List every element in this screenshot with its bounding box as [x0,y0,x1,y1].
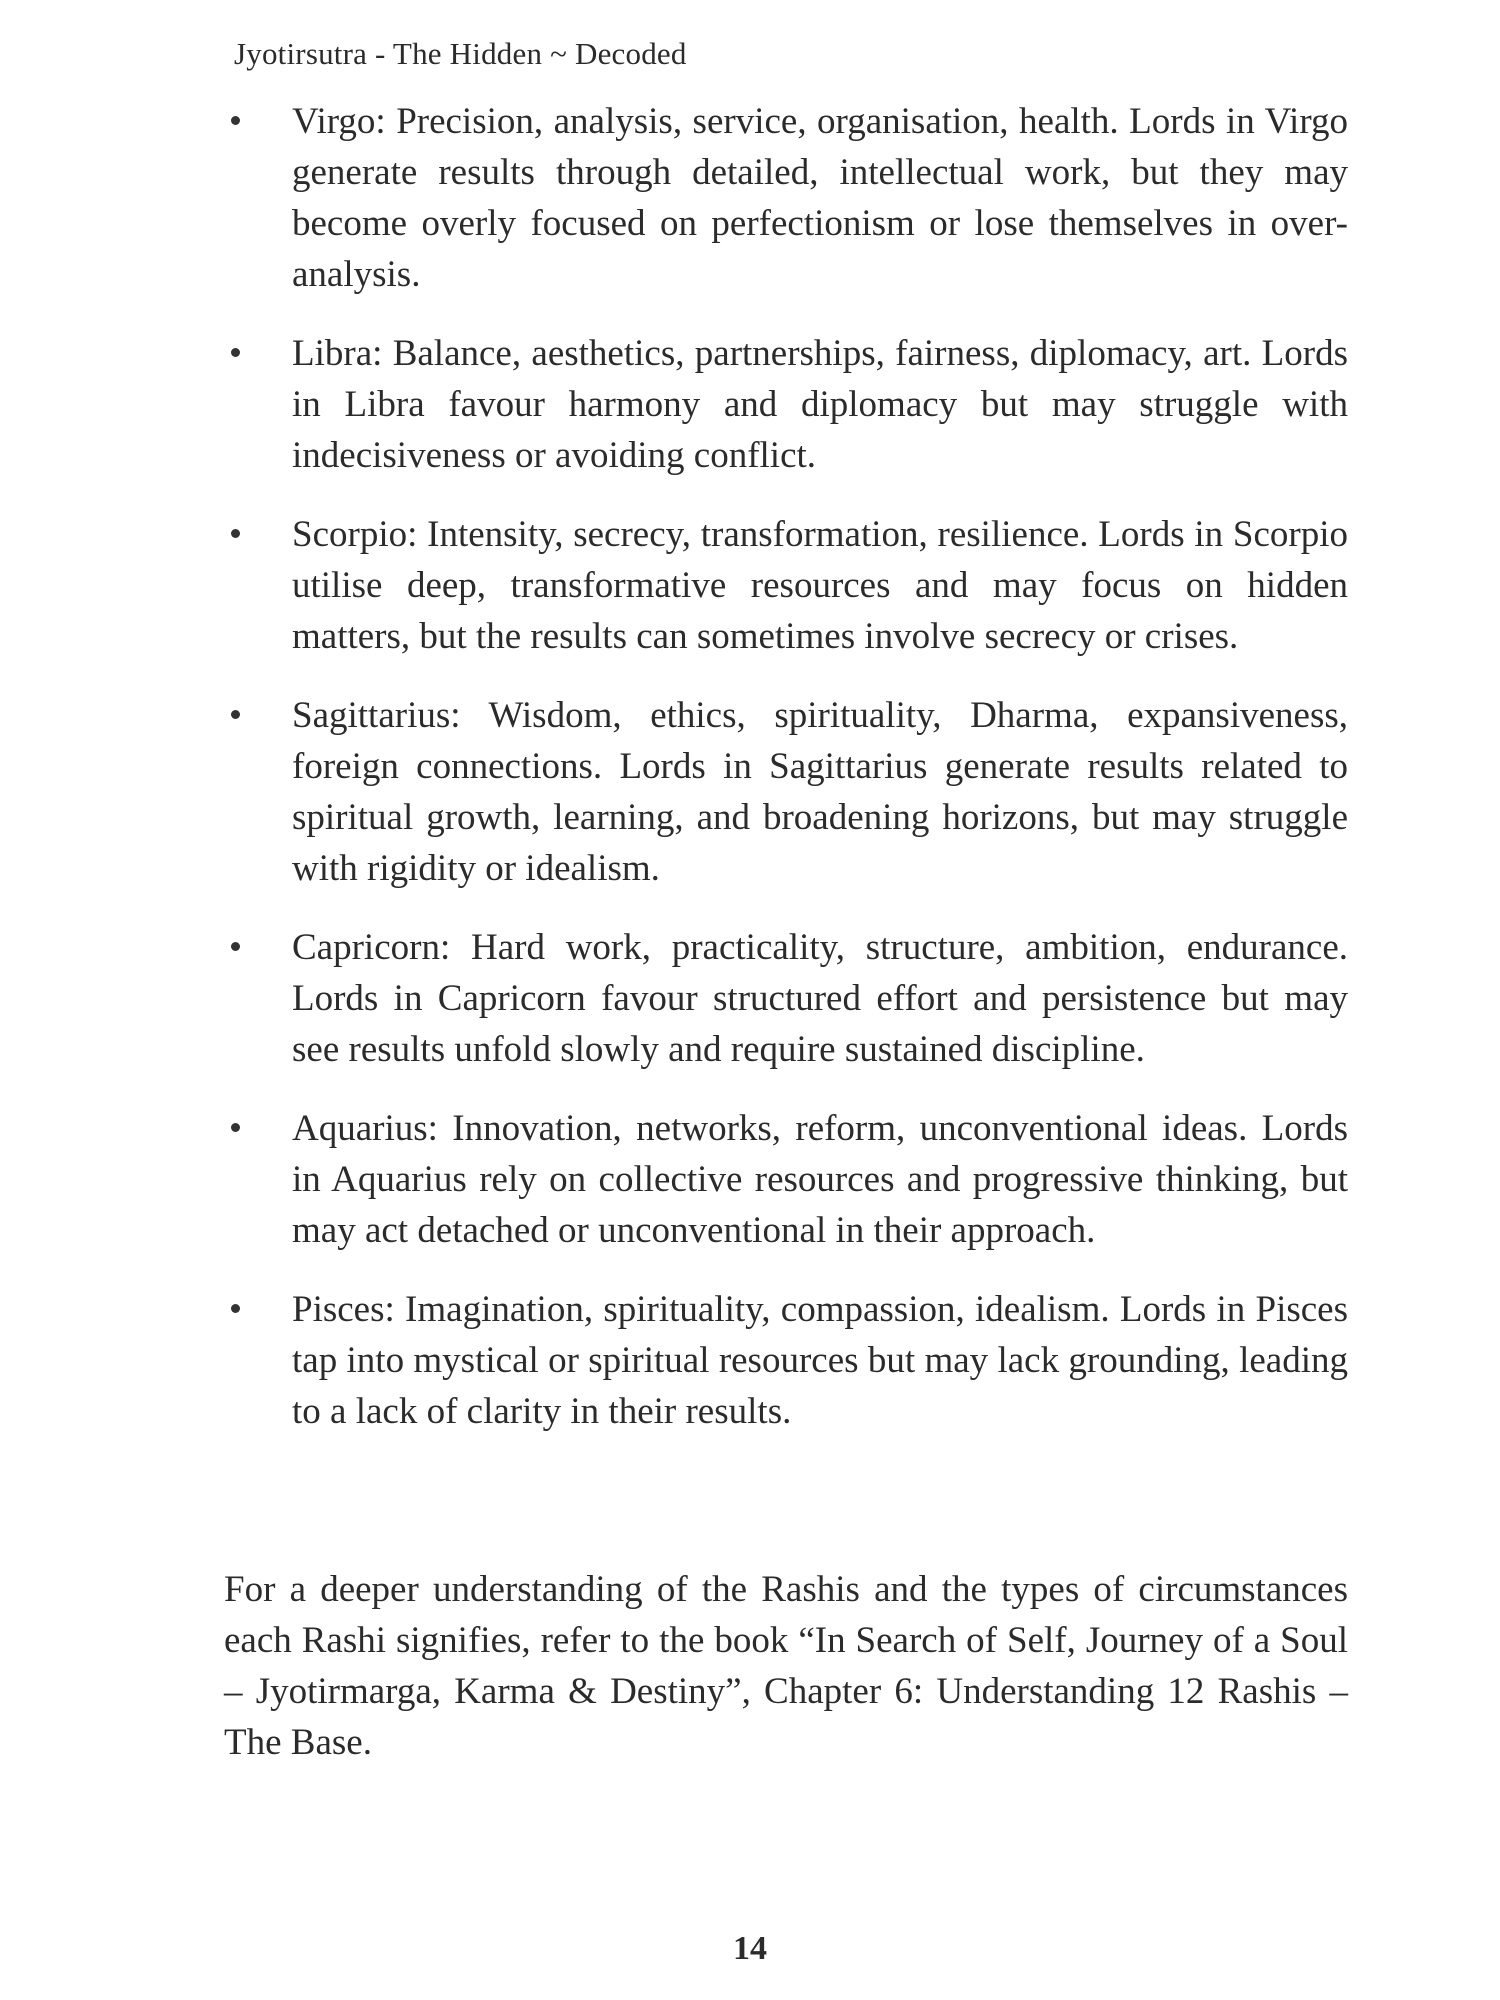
bullet-icon [231,529,240,538]
list-item-libra [0,328,1500,481]
bullet-icon [231,710,240,719]
list-item-scorpio [0,509,1500,662]
list-item-capricorn [0,922,1500,1075]
bullet-icon [231,348,240,357]
list-item-pisces [0,1284,1500,1437]
bullet-icon [231,116,240,125]
list-item-sagittarius [0,690,1500,894]
bullet-icon [231,1304,240,1313]
bullet-text: Scorpio: Intensity, secrecy, transformation, resilience. Lords in Scorpio utilise deep, transformative resources and may focus on hidden matters, but the results can sometimes involve secrecy or crises. [292,514,1348,657]
list-item-aquarius [0,1103,1500,1256]
list-item-virgo [0,96,1500,300]
bullet-text: Sagittarius: Wisdom, ethics, spirituality, Dharma, expansiveness, foreign connections. Lords in Sagittarius generate results related to spiritual growth, learning, and broadening horizons, but may struggle with rigidity or idealism. [292,695,1348,889]
closing-paragraph: For a deeper understanding of the Rashis and the types of circumstances each Rashi signifies, refer to the book “In Search of Self, Journey of a Soul – Jyotirmarga, Karma & Destiny”, Chapter 6: Understanding 12 Rashis – The Base. [224,1569,1348,1763]
bullet-icon [231,942,240,951]
bullet-text: Virgo: Precision, analysis, service, organisation, health. Lords in Virgo generate results through detailed, intellectual work, but they may become overly focused on perfectionism or lose themselves in over-analysis. [292,101,1348,295]
bullet-text: Pisces: Imagination, spirituality, compassion, idealism. Lords in Pisces tap into mystical or spiritual resources but may lack grounding, leading to a lack of clarity in their results. [292,1289,1348,1432]
bullet-text: Capricorn: Hard work, practicality, structure, ambition, endurance. Lords in Capricorn favour structured effort and persistence but may see results unfold slowly and require sustained discipline. [292,927,1348,1070]
rashi-bullet-list [0,96,1500,1465]
bullet-text: Libra: Balance, aesthetics, partnerships, fairness, diplomacy, art. Lords in Libra favour harmony and diplomacy but may struggle with indecisiveness or avoiding conflict. [292,333,1348,476]
bullet-text: Aquarius: Innovation, networks, reform, unconventional ideas. Lords in Aquarius rely on collective resources and progressive thinking, but may act detached or unconventional in their approach. [292,1108,1348,1251]
page-number: 14 [733,1930,767,1967]
running-header: Jyotirsutra - The Hidden ~ Decoded [234,36,687,71]
bullet-icon [231,1123,240,1132]
